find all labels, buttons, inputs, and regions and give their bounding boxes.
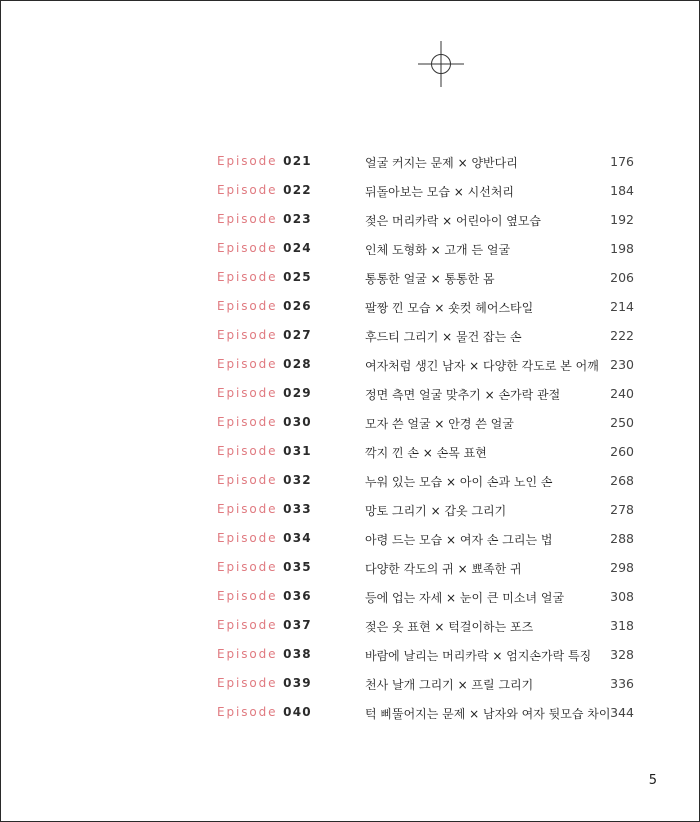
episode-label — [217, 183, 312, 197]
episode-number: 027 — [283, 328, 312, 342]
episode-prefix: Episode — [217, 618, 278, 632]
episode-prefix: Episode — [217, 502, 278, 516]
episode-title: 팔짱 낀 모습 × 숏컷 헤어스타일 — [365, 301, 534, 315]
episode-title: 아령 드는 모습 × 여자 손 그리는 법 — [365, 533, 553, 547]
toc-row[interactable] — [1, 641, 700, 670]
toc-row[interactable] — [1, 148, 700, 177]
toc-row[interactable] — [1, 525, 700, 554]
toc-row[interactable] — [1, 438, 700, 467]
toc-row[interactable] — [1, 235, 700, 264]
episode-prefix: Episode — [217, 241, 278, 255]
toc-row[interactable] — [1, 264, 700, 293]
toc-row[interactable] — [1, 409, 700, 438]
episode-title: 뒤돌아보는 모습 × 시선처리 — [365, 185, 515, 199]
episode-prefix: Episode — [217, 386, 278, 400]
episode-label — [217, 270, 312, 284]
table-of-contents — [1, 148, 700, 728]
episode-title: 여자처럼 생긴 남자 × 다양한 각도로 본 어깨 — [365, 359, 599, 373]
episode-label — [217, 386, 312, 400]
episode-number: 036 — [283, 589, 312, 603]
episode-title: 젖은 머리카락 × 어린아이 옆모습 — [365, 214, 542, 228]
episode-title: 망토 그리기 × 갑옷 그리기 — [365, 504, 507, 518]
episode-page-number: 308 — [610, 589, 634, 604]
toc-row[interactable] — [1, 699, 700, 728]
episode-title: 모자 쓴 얼굴 × 안경 쓴 얼굴 — [365, 417, 514, 431]
episode-page-number: 230 — [610, 357, 634, 372]
episode-title: 인체 도형화 × 고개 든 얼굴 — [365, 243, 511, 257]
episode-title: 턱 삐뚤어지는 문제 × 남자와 여자 뒷모습 차이 — [365, 707, 611, 721]
episode-prefix: Episode — [217, 560, 278, 574]
episode-label — [217, 705, 312, 719]
page-number: 5 — [648, 773, 657, 788]
episode-prefix: Episode — [217, 473, 278, 487]
episode-title: 후드티 그리기 × 물건 잡는 손 — [365, 330, 522, 344]
episode-label — [217, 212, 312, 226]
episode-label — [217, 473, 312, 487]
episode-prefix: Episode — [217, 270, 278, 284]
episode-page-number: 198 — [610, 241, 634, 256]
episode-number: 029 — [283, 386, 312, 400]
episode-number: 035 — [283, 560, 312, 574]
episode-number: 022 — [283, 183, 312, 197]
episode-number: 032 — [283, 473, 312, 487]
toc-row[interactable] — [1, 670, 700, 699]
episode-prefix: Episode — [217, 589, 278, 603]
episode-prefix: Episode — [217, 705, 278, 719]
toc-row[interactable] — [1, 206, 700, 235]
episode-label — [217, 241, 312, 255]
episode-number: 038 — [283, 647, 312, 661]
episode-label — [217, 357, 312, 371]
toc-row[interactable] — [1, 380, 700, 409]
episode-number: 023 — [283, 212, 312, 226]
episode-label — [217, 676, 312, 690]
episode-label — [217, 589, 312, 603]
episode-title: 깍지 낀 손 × 손목 표현 — [365, 446, 487, 460]
episode-page-number: 176 — [610, 154, 634, 169]
registration-mark-icon — [418, 41, 464, 87]
episode-number: 024 — [283, 241, 312, 255]
episode-title: 정면 측면 얼굴 맞추기 × 손가락 관절 — [365, 388, 561, 402]
episode-number: 033 — [283, 502, 312, 516]
episode-number: 026 — [283, 299, 312, 313]
toc-row[interactable] — [1, 467, 700, 496]
episode-page-number: 192 — [610, 212, 634, 227]
episode-title: 얼굴 커지는 문제 × 양반다리 — [365, 156, 518, 170]
toc-row[interactable] — [1, 293, 700, 322]
episode-prefix: Episode — [217, 299, 278, 313]
episode-label — [217, 531, 312, 545]
episode-page-number: 214 — [610, 299, 634, 314]
episode-page-number: 260 — [610, 444, 634, 459]
episode-number: 031 — [283, 444, 312, 458]
episode-title: 통통한 얼굴 × 통통한 몸 — [365, 272, 495, 286]
episode-prefix: Episode — [217, 676, 278, 690]
episode-page-number: 250 — [610, 415, 634, 430]
episode-label — [217, 415, 312, 429]
episode-page-number: 278 — [610, 502, 634, 517]
episode-page-number: 268 — [610, 473, 634, 488]
episode-label — [217, 328, 312, 342]
episode-prefix: Episode — [217, 183, 278, 197]
episode-title: 바람에 날리는 머리카락 × 엄지손가락 특징 — [365, 649, 592, 663]
toc-row[interactable] — [1, 177, 700, 206]
episode-page-number: 328 — [610, 647, 634, 662]
episode-number: 021 — [283, 154, 312, 168]
episode-number: 037 — [283, 618, 312, 632]
toc-row[interactable] — [1, 554, 700, 583]
toc-row[interactable] — [1, 612, 700, 641]
episode-prefix: Episode — [217, 212, 278, 226]
toc-row[interactable] — [1, 583, 700, 612]
episode-label — [217, 618, 312, 632]
episode-label — [217, 154, 312, 168]
episode-label — [217, 560, 312, 574]
episode-number: 034 — [283, 531, 312, 545]
toc-row[interactable] — [1, 496, 700, 525]
episode-prefix: Episode — [217, 357, 278, 371]
episode-page-number: 206 — [610, 270, 634, 285]
toc-row[interactable] — [1, 322, 700, 351]
episode-prefix: Episode — [217, 154, 278, 168]
episode-number: 039 — [283, 676, 312, 690]
episode-page-number: 184 — [610, 183, 634, 198]
episode-title: 누워 있는 모습 × 아이 손과 노인 손 — [365, 475, 553, 489]
episode-title: 등에 업는 자세 × 눈이 큰 미소녀 얼굴 — [365, 591, 565, 605]
episode-label — [217, 444, 312, 458]
episode-page-number: 298 — [610, 560, 634, 575]
episode-page-number: 222 — [610, 328, 634, 343]
episode-page-number: 336 — [610, 676, 634, 691]
episode-prefix: Episode — [217, 647, 278, 661]
episode-number: 040 — [283, 705, 312, 719]
episode-prefix: Episode — [217, 328, 278, 342]
episode-page-number: 344 — [610, 705, 634, 720]
episode-prefix: Episode — [217, 531, 278, 545]
episode-title: 젖은 옷 표현 × 턱걸이하는 포즈 — [365, 620, 534, 634]
episode-label — [217, 647, 312, 661]
episode-number: 025 — [283, 270, 312, 284]
episode-number: 028 — [283, 357, 312, 371]
episode-number: 030 — [283, 415, 312, 429]
episode-title: 천사 날개 그리기 × 프릴 그리기 — [365, 678, 534, 692]
episode-page-number: 240 — [610, 386, 634, 401]
episode-title: 다양한 각도의 귀 × 뾰족한 귀 — [365, 562, 522, 576]
toc-row[interactable] — [1, 351, 700, 380]
episode-label — [217, 299, 312, 313]
episode-label — [217, 502, 312, 516]
episode-page-number: 318 — [610, 618, 634, 633]
episode-prefix: Episode — [217, 415, 278, 429]
episode-page-number: 288 — [610, 531, 634, 546]
episode-prefix: Episode — [217, 444, 278, 458]
